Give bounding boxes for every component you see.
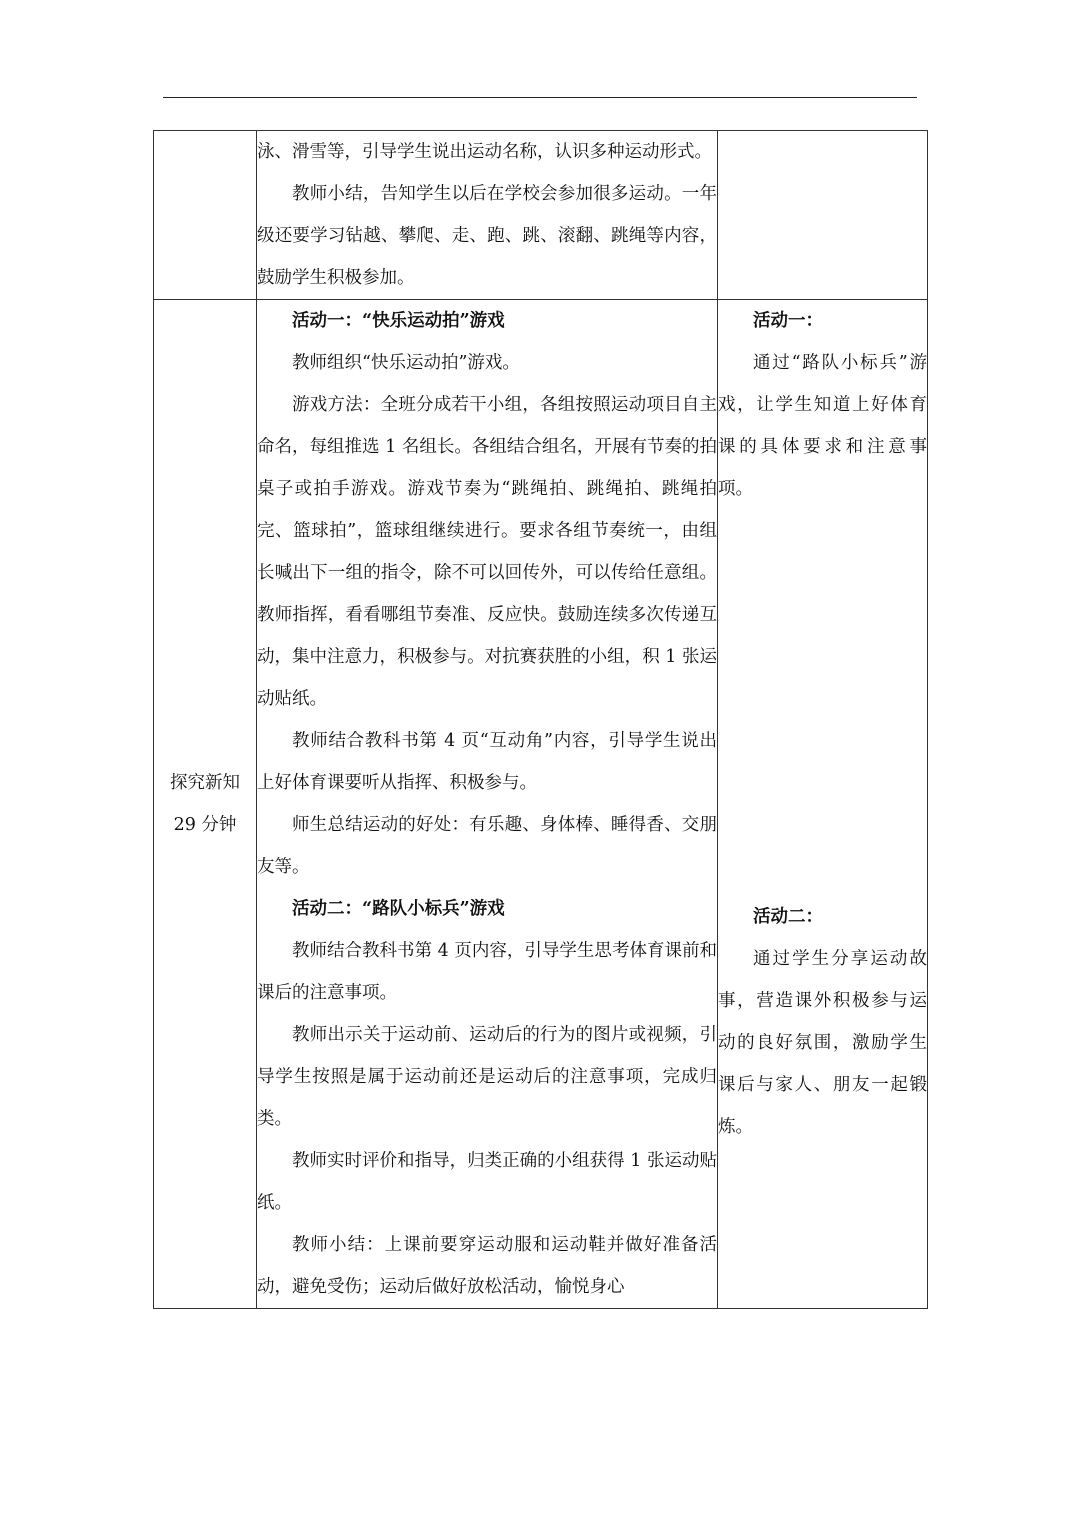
paragraph: 教师小结，告知学生以后在学校会参加很多运动。一年级还要学习钻越、攀爬、走、跑、跳、滚翻、跳绳等内容，鼓励学生积极参加。 bbox=[257, 184, 717, 288]
stage-cell bbox=[154, 300, 257, 1309]
intent-text: 通过学生分享运动故事，营造课外积极参与运动的良好氛围，激励学生课后与家人、朋友一起锻炼。 bbox=[718, 949, 927, 1137]
stage-cell bbox=[154, 131, 257, 300]
table-row bbox=[154, 300, 928, 1309]
activity-title: 活动一：“快乐运动拍”游戏 bbox=[292, 311, 505, 331]
stage-name: 探究新知 bbox=[170, 773, 240, 793]
paragraph: 游戏方法：全班分成若干小组，各组按照运动项目自主命名，每组推选 1 名组长。各组结合组名，开展有节奏的拍桌子或拍手游戏。游戏节奏为“跳绳拍、跳绳拍、跳绳拍完、篮球拍”，篮球组继续进行。要求各组节奏统一，由组长喊出下一组的指令，除不可以回传外，可以传给任意组。教师指挥，看看哪组节奏准、反应快。鼓励连续多次传递互动，集中注意力，积极参与。对抗赛获胜的小组，积 1 张运动贴纸。 bbox=[257, 395, 717, 709]
intent-title: 活动二： bbox=[753, 907, 823, 927]
content-cell bbox=[257, 300, 718, 1309]
paragraph: 泳、滑雪等，引导学生说出运动名称，认识多种运动形式。 bbox=[257, 142, 712, 162]
intent-cell bbox=[718, 300, 928, 1309]
intent-text: 通过“路队小标兵”游戏，让学生知道上好体育课的具体要求和注意事项。 bbox=[718, 353, 927, 499]
paragraph: 教师出示关于运动前、运动后的行为的图片或视频，引导学生按照是属于运动前还是运动后的注意事项，完成归类。 bbox=[257, 1025, 717, 1129]
intent-title: 活动一： bbox=[753, 311, 823, 331]
paragraph: 教师实时评价和指导，归类正确的小组获得 1 张运动贴纸。 bbox=[257, 1151, 717, 1213]
table-row bbox=[154, 131, 928, 300]
stage-time: 29 分钟 bbox=[173, 815, 237, 835]
paragraph: 教师结合教科书第 4 页内容，引导学生思考体育课前和课后的注意事项。 bbox=[257, 941, 717, 1003]
paragraph: 教师小结：上课前要穿运动服和运动鞋并做好准备活动，避免受伤；运动后做好放松活动，愉悦身心 bbox=[257, 1235, 717, 1297]
content-cell bbox=[257, 131, 718, 300]
intent-cell bbox=[718, 131, 928, 300]
spacer bbox=[718, 510, 927, 896]
paragraph: 教师结合教科书第 4 页“互动角”内容，引导学生说出上好体育课要听从指挥、积极参与。 bbox=[257, 731, 717, 793]
activity-title: 活动二：“路队小标兵”游戏 bbox=[292, 899, 505, 919]
lesson-plan-table bbox=[153, 130, 928, 1309]
paragraph: 师生总结运动的好处：有乐趣、身体棒、睡得香、交朋友等。 bbox=[257, 815, 717, 877]
paragraph: 教师组织“快乐运动拍”游戏。 bbox=[292, 353, 520, 373]
header-rule bbox=[163, 97, 917, 98]
